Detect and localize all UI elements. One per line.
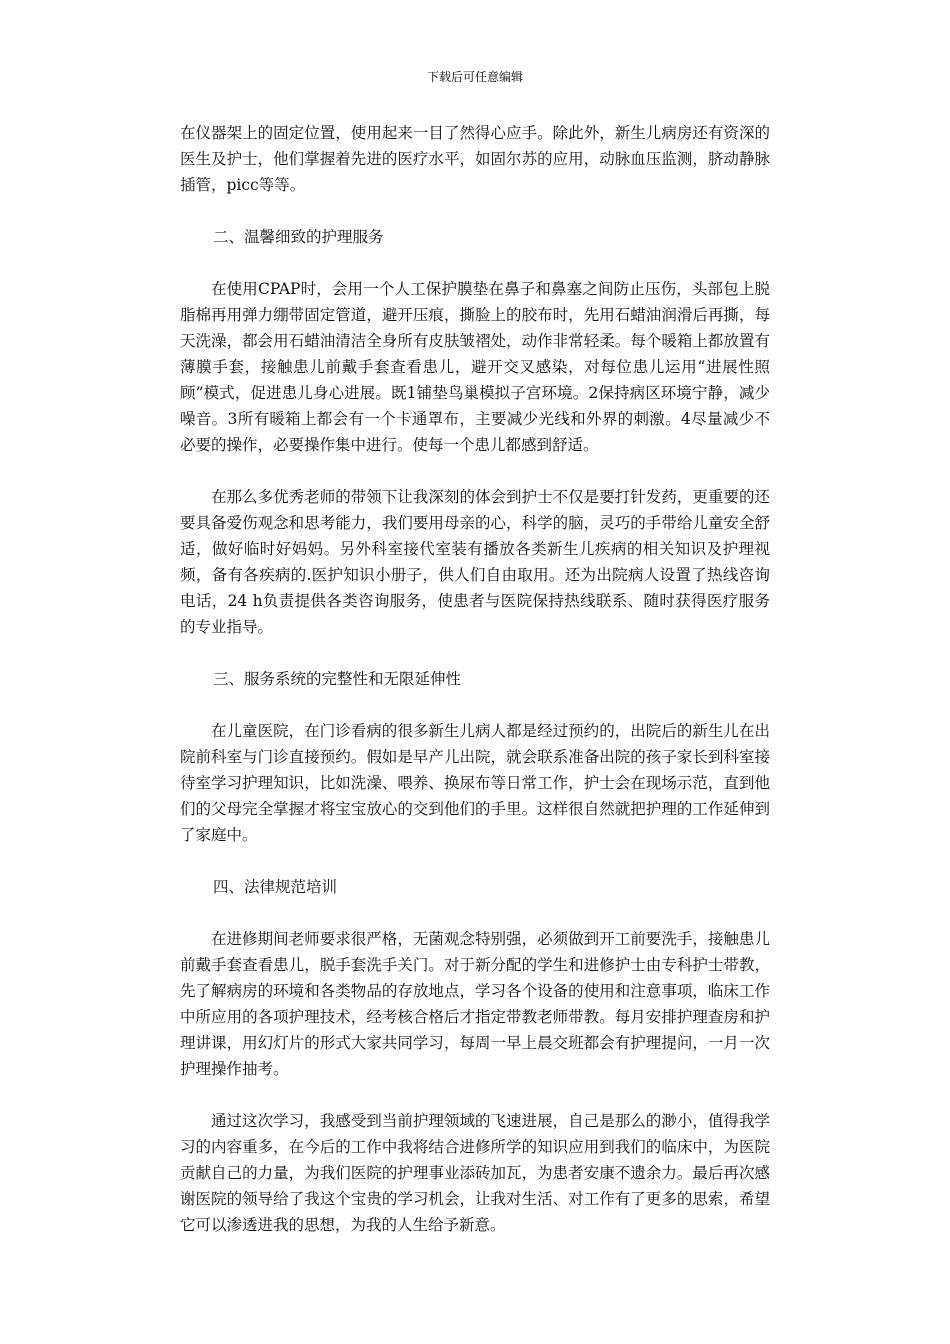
paragraph-teachers: 在那么多优秀老师的带领下让我深刻的体会到护士不仅是要打针发药，更重要的还要具备爱伤观念和思考能力，我们要用母亲的心，科学的脑，灵巧的手带给儿童安全舒适，做好临时好妈妈。另外科室接代室装有播放各类新生儿疾病的相关知识及护理视频，备有各疾病的.医护知识小册子，供人们自由取用。还为出院病人设置了热线咨询电话，24 h负责提供各类咨询服务，使患者与医院保持热线联系、随时获得医疗服务的专业指导。 bbox=[180, 488, 770, 636]
page-header-note: 下载后可任意编辑 bbox=[426, 70, 523, 84]
spacer bbox=[180, 250, 770, 276]
paragraph-childrens-hospital: 在儿童医院，在门诊看病的很多新生儿病人都是经过预约的，出院后的新生儿在出院前科室与门诊直接预约。假如是早产儿出院，就会联系准备出院的孩子家长到科室接待室学习护理知识，比如洗澡、喂养、换尿布等日常工作，护士会在现场示范，直到他们的父母完全掌握才将宝宝放心的交到他们的手里。这样很自然就把护理的工作延伸到了家庭中。 bbox=[180, 722, 770, 844]
spacer bbox=[180, 458, 770, 484]
paragraph-cpap-care: 在使用CPAP时，会用一个人工保护膜垫在鼻子和鼻塞之间防止压伤，头部包上脱脂棉再用弹力绷带固定管道，避开压痕，撕脸上的胶布时，先用石蜡油润滑后再撕，每天洗澡，都会用石蜡油清洁全身所有皮肤皱褶处，动作非常轻柔。每个暖箱上都放置有薄膜手套，接触患儿前戴手套查看患儿，避开交叉感染，对每位患儿运用“进展性照顾”模式，促进患儿身心进展。既1铺垫鸟巢模拟子宫环境。2保持病区环境宁静，减少噪音。3所有暖箱上都会有一个卡通罩布，主要减少光线和外界的刺激。4尽量减少不必要的操作，必要操作集中进行。使每一个患儿都感到舒适。 bbox=[180, 280, 770, 454]
spacer bbox=[180, 198, 770, 224]
spacer bbox=[180, 692, 770, 718]
paragraph-training-rules: 在进修期间老师要求很严格，无菌观念特别强，必须做到开工前要洗手，接触患儿前戴手套查看患儿，脱手套洗手关门。对于新分配的学生和进修护士由专科护士带教，先了解病房的环境和各类物品的存放地点，学习各个设备的使用和注意事项，临床工作中所应用的各项护理技术，经考核合格后才指定带教老师带教。每月安排护理查房和护理讲课，用幻灯片的形式大家共同学习，每周一早上晨交班都会有护理提问，一月一次护理操作抽考。 bbox=[180, 930, 770, 1078]
document-body bbox=[180, 120, 770, 1238]
paragraph-conclusion: 通过这次学习，我感受到当前护理领域的飞速进展，自己是那么的渺小，值得我学习的内容重多，在今后的工作中我将结合进修所学的知识应用到我们的临床中，为医院贡献自己的力量，为我们医院的护理事业添砖加瓦，为患者安康不遗余力。最后再次感谢医院的领导给了我这个宝贵的学习机会，让我对生活、对工作有了更多的思索，希望它可以渗透进我的思想，为我的人生给予新意。 bbox=[180, 1112, 770, 1234]
spacer bbox=[180, 640, 770, 666]
spacer bbox=[180, 848, 770, 874]
section-heading-service-system: 三、服务系统的完整性和无限延伸性 bbox=[213, 670, 462, 688]
spacer bbox=[180, 900, 770, 926]
section-heading-legal-training: 四、法律规范培训 bbox=[213, 878, 338, 896]
spacer bbox=[180, 1082, 770, 1108]
paragraph-equipment: 在仪器架上的固定位置，使用起来一目了然得心应手。除此外，新生儿病房还有资深的医生及护士，他们掌握着先进的医疗水平，如固尔苏的应用，动脉血压监测，脐动静脉插管，picc等等。 bbox=[180, 124, 770, 194]
section-heading-nursing-service: 二、温馨细致的护理服务 bbox=[213, 228, 384, 246]
